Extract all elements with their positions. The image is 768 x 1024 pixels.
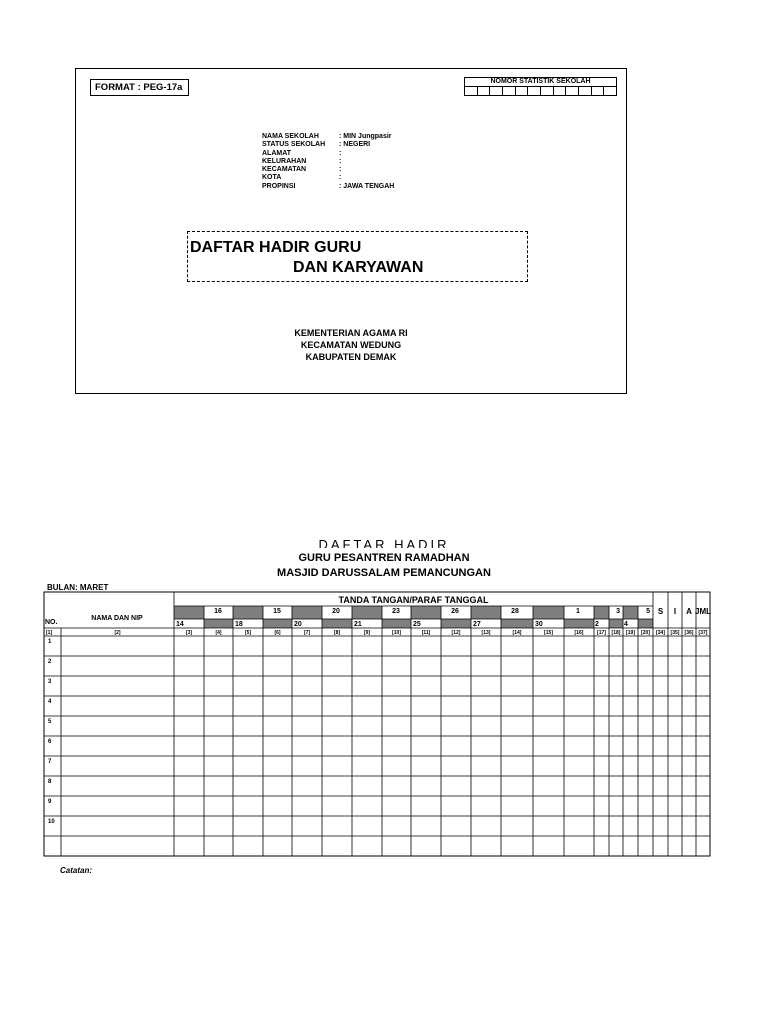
nomor-statistik-digit-cell[interactable] — [592, 87, 605, 95]
attendance-location: MASJID DARUSSALAM PEMANCUNGAN — [277, 567, 491, 579]
date-top-label: 15 — [273, 608, 281, 615]
col-number: [18] — [611, 630, 621, 636]
school-info-value: : — [339, 149, 342, 157]
col-number: [8] — [333, 630, 341, 636]
col-number: [16] — [574, 630, 584, 636]
school-info-value: : — [339, 174, 342, 182]
ministry-line: KABUPATEN DEMAK — [305, 352, 397, 362]
nomor-statistik-digit-cell[interactable] — [528, 87, 541, 95]
col-number: [20] — [641, 630, 650, 636]
nomor-statistik-digit-cell[interactable] — [503, 87, 516, 95]
date-shade — [382, 619, 411, 628]
school-info-row — [262, 150, 394, 158]
col-name-label: NAMA DAN NIP — [91, 615, 143, 622]
row-number: 8 — [48, 779, 52, 785]
school-info-value: : — [339, 166, 342, 174]
nomor-statistik-digit-cell[interactable] — [566, 87, 579, 95]
nomor-statistik-digit-cell[interactable] — [490, 87, 503, 95]
school-info-row — [262, 183, 394, 191]
col-number: [6] — [274, 630, 281, 636]
school-info-label: KELURAHAN — [262, 157, 307, 165]
col-number: [5] — [244, 630, 252, 636]
col-number: [17] — [597, 630, 606, 636]
date-shade — [204, 619, 233, 628]
date-shade — [594, 606, 609, 619]
nomor-statistik-digit-cell[interactable] — [516, 87, 529, 95]
col-number: [12] — [451, 630, 461, 636]
row-number: 2 — [48, 659, 52, 665]
date-bottom-label: 25 — [413, 621, 421, 628]
date-bottom-label: 18 — [235, 621, 243, 628]
school-info-value: : JAWA TENGAH — [339, 182, 395, 190]
date-shade — [233, 606, 263, 619]
date-shade — [263, 619, 292, 628]
nomor-statistik-digit-cell[interactable] — [478, 87, 491, 95]
school-info-value: : — [339, 157, 342, 165]
notes-label: Catatan: — [60, 866, 93, 875]
school-info-row — [262, 141, 394, 149]
date-shade — [411, 606, 441, 619]
school-info-label: KECAMATAN — [262, 166, 307, 174]
attendance-title: DAFTAR HADIR — [318, 537, 450, 548]
date-shade — [501, 619, 533, 628]
school-info-row — [262, 158, 394, 166]
col-number: [37] — [698, 630, 708, 636]
col-number: [15] — [544, 630, 553, 636]
row-number: 5 — [48, 719, 52, 725]
date-shade — [352, 606, 382, 619]
summary-col-label: I — [673, 607, 677, 616]
date-top-label: 16 — [214, 608, 222, 615]
date-top-label: 1 — [576, 608, 580, 615]
date-top-label: 26 — [451, 608, 459, 615]
date-shade — [471, 606, 501, 619]
col-number: [3] — [185, 630, 193, 636]
nomor-statistik-digit-cell[interactable] — [604, 87, 616, 95]
date-top-label: 3 — [616, 608, 620, 615]
nomor-statistik-cells[interactable] — [464, 87, 617, 96]
row-number: 1 — [48, 639, 52, 645]
row-number: 7 — [48, 759, 52, 765]
table-frame — [44, 592, 710, 856]
col-number: [13] — [481, 630, 491, 636]
date-shade — [322, 619, 352, 628]
col-number: [1] — [46, 630, 53, 636]
summary-col-label: A — [686, 607, 692, 616]
nomor-statistik-digit-cell[interactable] — [465, 87, 478, 95]
date-shade — [623, 606, 638, 619]
school-info — [262, 133, 394, 191]
date-shade — [174, 606, 204, 619]
date-shade — [441, 619, 471, 628]
nomor-statistik-digit-cell[interactable] — [579, 87, 592, 95]
nomor-statistik-box — [464, 77, 617, 96]
col-number: [9] — [363, 630, 371, 636]
date-top-label: 28 — [511, 608, 519, 615]
date-shade — [292, 606, 322, 619]
date-bottom-label: 27 — [473, 621, 481, 628]
date-bottom-label: 2 — [595, 621, 599, 628]
ministry-block — [76, 327, 626, 363]
col-number: [2] — [114, 630, 121, 636]
attendance-subtitle: GURU PESANTREN RAMADHAN — [298, 552, 470, 564]
col-number: [19] — [626, 630, 635, 636]
col-no-label: NO. — [45, 619, 58, 626]
school-info-label: KOTA — [262, 174, 282, 182]
date-bottom-label: 30 — [535, 621, 543, 628]
summary-col-label: JML — [695, 607, 711, 616]
ministry-line: KEMENTERIAN AGAMA RI — [294, 328, 408, 338]
date-top-label: 5 — [646, 608, 650, 615]
row-number: 4 — [48, 699, 52, 705]
format-label: FORMAT : PEG-17a — [90, 79, 189, 96]
date-top-label: 20 — [332, 608, 340, 615]
school-info-label: PROPINSI — [262, 182, 296, 190]
cover-title-line1: DAFTAR HADIR GURU — [190, 239, 362, 256]
nomor-statistik-digit-cell[interactable] — [554, 87, 567, 95]
date-shade — [533, 606, 564, 619]
cover-title-line2: DAN KARYAWAN — [293, 259, 424, 276]
date-bottom-label: 21 — [354, 621, 362, 628]
col-number: [34] — [656, 630, 665, 636]
row-number: 6 — [48, 739, 52, 745]
date-bottom-label: 4 — [624, 621, 628, 628]
school-info-value: : MIN Jungpasir — [339, 133, 392, 140]
col-number: [14] — [512, 630, 522, 636]
col-number: [11] — [421, 630, 431, 636]
col-number: [36] — [684, 630, 694, 636]
month-label: BULAN: MARET — [47, 583, 109, 592]
col-number: [35] — [670, 630, 680, 636]
school-info-value: : NEGERI — [339, 141, 371, 149]
nomor-statistik-title: NOMOR STATISTIK SEKOLAH — [464, 77, 617, 87]
cover-title-box — [187, 231, 528, 282]
nomor-statistik-digit-cell[interactable] — [541, 87, 554, 95]
row-number: 3 — [48, 679, 52, 685]
school-info-row — [262, 174, 394, 182]
school-info-label: ALAMAT — [262, 149, 292, 157]
header-span-label: TANDA TANGAN/PARAF TANGGAL — [338, 595, 489, 605]
school-info-row — [262, 166, 394, 174]
col-number: [10] — [392, 630, 401, 636]
col-number: [4] — [215, 630, 222, 636]
school-info-label: STATUS SEKOLAH — [262, 141, 326, 149]
ministry-line: KECAMATAN WEDUNG — [300, 340, 402, 350]
summary-col-label: S — [657, 607, 664, 616]
row-number: 10 — [48, 819, 55, 825]
school-info-row — [262, 133, 394, 141]
date-bottom-label: 14 — [176, 621, 184, 628]
date-shade — [564, 619, 594, 628]
row-number: 9 — [48, 799, 52, 805]
date-top-label: 23 — [392, 608, 400, 615]
date-bottom-label: 20 — [294, 621, 302, 628]
col-number: [7] — [303, 630, 311, 636]
cover-sheet — [75, 68, 627, 394]
date-shade — [638, 619, 653, 628]
school-info-label: NAMA SEKOLAH — [262, 133, 319, 140]
date-shade — [609, 619, 623, 628]
